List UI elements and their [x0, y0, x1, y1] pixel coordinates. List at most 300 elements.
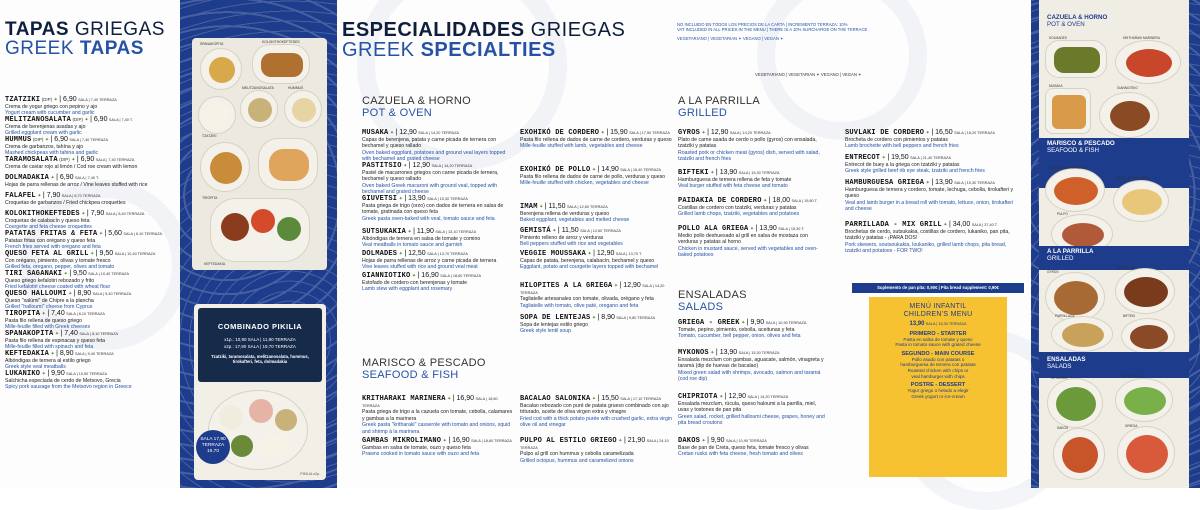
vegetarian-icon: ✦ [749, 226, 755, 232]
item-desc-es: Patatas fritas con orégano y queso feta [5, 237, 96, 244]
menu-item [362, 163, 514, 196]
item-name: PARRILLADA - MIX GRILL [845, 221, 942, 229]
item-desc-es: Ensalada mezclum con gambas, aguacate, salmón, vinagreta y taramá (dip de huevas de bacalao) [678, 356, 824, 370]
right-label-cazuela [1047, 14, 1107, 28]
vegetarian-icon: ✦ [90, 251, 95, 257]
item-desc-en: French fries served with oregano and feta [5, 244, 101, 251]
item-name: LUKANIKO [5, 370, 41, 378]
menu-item [520, 251, 672, 271]
item-desc-en: Tagliatelle with tomato, olive paté, oregano and feta [520, 302, 639, 309]
item-name: DOLMADAKIA [5, 174, 50, 182]
menu-item [5, 251, 177, 271]
item-price-note: SALA | 19,80 T. [791, 199, 818, 203]
item-name: BACALAO SALONIKA [520, 395, 591, 403]
parrilla-title-en: GRILLED [678, 107, 728, 119]
vegetarian-icon: ✦ [701, 438, 706, 444]
item-price-note: SALA | 17,50 TERRAZA [629, 131, 670, 135]
menu-item [5, 231, 177, 251]
cazuela-heading [362, 96, 471, 119]
vegetarian-icon: ✦ [41, 371, 46, 377]
item-desc-en: Veal burger stuffed with feta cheese and tomato [678, 183, 788, 190]
tax-note-2: VAT INCLUDED IN ALL PRICES IN THE MENU | THERE IS A 10% SURCHARGE ON THE TERRACE [677, 27, 868, 32]
tapas-photo-panel [180, 0, 337, 488]
tapas-title-2: GRIEGAS [74, 19, 165, 40]
item-desc-es: Sopa de lentejas estilo griego [520, 321, 589, 328]
item-desc-es: Albóndigas de ternera en salsa de tomate y comino [362, 235, 481, 242]
item-price: | 18,00 [768, 197, 791, 204]
item-desc-en: Lamb stew with eggplant and rosemary [362, 286, 453, 293]
menu-item [5, 351, 177, 371]
item-price-note: SALA | 7,40 T. [74, 176, 99, 180]
item-name: GAMBAS MIKROLIMANO [362, 437, 442, 445]
item-price: | 12,90 [408, 162, 431, 169]
item-desc-es: Pasta griega de trigo (orzo) con dados de ternera en salsa de tomate, gratinada con queso feta [362, 202, 504, 216]
menu-item [5, 331, 177, 351]
item-price-note: SALA | 12,60 TERRAZA [566, 205, 608, 209]
item-name: DOLMADES [362, 250, 398, 258]
kids-main-heading: SEGUNDO - MAIN COURSE [901, 350, 975, 357]
right-label-marisco-en: SEAFOOD & FISH [1047, 147, 1099, 154]
right-photo-label: GIANNIOTIKO [1117, 86, 1138, 90]
vegetarian-icon: ✦ [447, 396, 452, 402]
item-price: | 19,50 [887, 154, 909, 161]
item-desc-es: Crema de berenjenas asadas y ajo [5, 123, 86, 130]
vegetarian-icon: ✦ [925, 130, 930, 136]
tapas-panel [0, 0, 180, 488]
item-price-note: SALA | 9,80 TERRAZA [616, 316, 656, 320]
item-desc-es: Pasta filo rellena de espinacas y queso feta [5, 337, 106, 344]
item-desc-en: Mashed chickpeas with tahina and garlic [5, 150, 99, 157]
menu-item [678, 198, 828, 218]
right-label-ensaladas-en: SALADS [1047, 363, 1072, 370]
item-price-note: SALA | 9,40 TERRAZA [92, 292, 132, 296]
vegetarian-icon: ✦ [71, 157, 76, 163]
item-name: KRITHARAKI MARINERA [362, 395, 446, 403]
item-desc-en: Veal meatballs in tomato sauce and garnish [362, 242, 463, 249]
spec-title-2: GRIEGAS [530, 19, 626, 41]
menu-item [520, 396, 672, 429]
pita-supplement: Suplemento de pan pita: 0,90€ | Pita bread supplement: 0,90€ [852, 283, 1024, 293]
item-desc-es: Base de pan de Creta, queso feta, tomate fresco y olivas [678, 444, 809, 451]
kids-main-es-2: hamburguesa de ternera con patatas [900, 362, 976, 368]
right-photo-panel [1031, 0, 1200, 488]
vegetarian-icon: ✦ [41, 311, 46, 317]
item-name: SUVLAKI DE CORDERO [845, 129, 925, 137]
item-desc-es: Hojas de parra rellenas de arroz / Vine leaves stuffed with rice [5, 181, 148, 188]
item-price: | 12,50 [404, 250, 426, 257]
item-price: | 12,90 [724, 393, 747, 400]
item-desc-en: Lamb brochette with bell peppers and french fries [845, 143, 959, 150]
menu-item [678, 130, 828, 163]
item-desc-es: Queso griego kefalotiri rebozado y frito [5, 277, 95, 284]
item-desc-es: Hamburguesa de ternera rellena de feta y tomate [678, 176, 792, 183]
vegetarian-icon: ✦ [44, 137, 50, 143]
right-photo-label: PULPO [1057, 212, 1068, 216]
kids-starter-es: Pasta en salsa de tomate y queso [903, 336, 973, 342]
photo-label: TZATZIKI [202, 134, 217, 138]
item-desc-en: Tomato, cucumber, bell pepper, onion, olives and feta [678, 333, 801, 340]
tapas-title-1: TAPAS [5, 19, 70, 40]
item-name: HILOPITES A LA GRIEGA [520, 282, 613, 290]
item-desc-en: Mille-feuille stuffed with chicken, vegetables and cheese [520, 180, 649, 187]
vegetarian-icon: ✦ [389, 130, 395, 136]
right-label-ensaladas [1047, 356, 1086, 370]
vegetarian-icon: ✦ [68, 291, 73, 297]
item-price: | 15,90 [606, 129, 628, 136]
menu-item [845, 180, 1015, 213]
menu-item [362, 196, 514, 222]
vegetarian-icon: ✦ [98, 231, 104, 237]
specialties-panel [337, 0, 1031, 488]
item-desc-en: Grilled octopus, hummus and caramelized onions [520, 457, 634, 464]
item-price: | 7,40 [47, 310, 65, 317]
item-price-note: SALA | 17,10 TERRAZA [620, 397, 662, 401]
item-desc-en: Grilled eggplant cream with garlic [5, 130, 82, 137]
item-name: SOPA DE LENTEJAS [520, 314, 591, 322]
menu-item [678, 350, 828, 383]
vegetarian-icon: ✦ [407, 229, 412, 235]
right-photo-label: GRIEGA [1125, 424, 1138, 428]
item-name: VEGGIE MOUSSAKA [520, 250, 587, 258]
item-name: EXOHIKÓ DE POLLO [520, 166, 591, 174]
spec-title-4: SPECIALTIES [420, 39, 556, 61]
item-desc-en: Veal and lamb burger in a bread roll with tomato, lettuce, onion, tirokafteri and cheese [845, 199, 1014, 213]
item-desc-es: Plato de carne asada de cerdo o pollo (gyros) con ensalada, tzatziki y patatas [678, 136, 817, 150]
item-name: TIROPITA [5, 310, 41, 318]
vegetarian-icon: ✦ [81, 211, 86, 217]
menu-item [5, 371, 177, 391]
item-desc-en: Fried kefalotiri cheese coated with wheat flour [5, 284, 111, 291]
menu-item [362, 273, 514, 293]
item-desc-es: Pastel de macarrones griegos con carne picada de ternera, bechamel y queso rallado [362, 169, 499, 183]
item-price: | 6,90 [76, 156, 95, 163]
item-desc-es: Salchicha especiada de cerdo de Metsovo, Grecia [5, 377, 121, 384]
item-price: | 9,50 [69, 270, 87, 277]
item-price: | 9,90 [707, 437, 725, 444]
item-price: | 9,90 [47, 370, 65, 377]
item-desc-en: Prawns cooked in tomato sauce with ouzo and feta [362, 451, 480, 458]
item-name: GYROS [678, 129, 701, 137]
photo-label: SPANAKOPITA [200, 42, 224, 46]
item-desc-en: Greek style grilled beef rib eye steak, tzatziki and french fries [845, 168, 985, 175]
item-price-note: SALA | 15,30 T. [778, 227, 805, 231]
item-name: KEFTEDAKIA [5, 350, 50, 358]
item-desc-es: Brochetas de cerdo, sutsukakia, costillas de cordero, lukaniko, pan pita, tzatziki y patatas - ¡PARA DOS! [845, 228, 1010, 242]
item-price-note: SALA | 8,70 TERRAZA [61, 194, 101, 198]
menu-item [520, 438, 672, 464]
right-photo-label: GAMBAS MIKROLIMANO [1049, 166, 1087, 170]
item-desc-en: Grilled "halloumi" cheese from Cyprus [5, 304, 93, 311]
item-desc-es: Pasta filo rellena de queso griego [5, 317, 82, 324]
kids-dessert-es: Yogur griego o helado a elegir [907, 388, 969, 394]
menu-item [520, 228, 672, 248]
item-desc-en: Roasted pork or chicken meat (gyros) dish, served with salad, tzatziki and french fries [678, 149, 820, 163]
right-photo-label: DAKOS [1057, 426, 1069, 430]
photo-label: MELITZANOSALATA [242, 86, 274, 90]
item-name: GIANNIOTIKO [362, 272, 411, 280]
parrilla-title-es: A LA PARRILLA [678, 95, 760, 107]
pikilia-card [194, 304, 326, 480]
right-photo-label: BIFTEKI [1123, 314, 1136, 318]
item-name: HAMBURGUESA GRIEGA [845, 179, 925, 187]
item-name: HUMMUS [5, 136, 32, 144]
vegetarian-icon: ✦ [50, 351, 55, 357]
item-price-note: SALA | 13,70 TERRAZA [427, 252, 468, 256]
item-desc-es: Capas de berenjena, patata y carne picada de ternera con bechamel y queso rallado [362, 136, 497, 150]
item-price: | 16,50 [931, 129, 953, 136]
menu-item [678, 394, 828, 427]
item-price-note: SALA | 12,60 TERRAZA [580, 229, 621, 233]
item-name: FALAFEL [5, 192, 36, 200]
kids-starter-heading: PRIMERO - STARTER [909, 330, 967, 337]
item-desc-es: Pulpo al grill con hummus y cebolla caramelizada [520, 451, 634, 458]
item-tag: (DIP) [41, 97, 53, 102]
item-name: MUSAKA [362, 129, 389, 137]
item-price: | 8,90 [56, 350, 74, 357]
kids-title-en: CHILDREN'S MENU [903, 311, 973, 318]
vegetarian-icon: ✦ [63, 271, 68, 277]
pikilia-badge-2: TERRAZA 19,70 [201, 443, 225, 454]
photo-label: KEFTEDAKIA [204, 262, 226, 266]
item-name: GRIEGA - GREEK [678, 319, 740, 327]
item-price: | 7,40 [60, 330, 78, 337]
item-name: ENTRECOT [845, 154, 881, 162]
vegetarian-icon: ✦ [398, 196, 403, 202]
item-price: | 16,90 [452, 395, 475, 402]
item-price-note: SALA | 15,30 TERRAZA [738, 171, 780, 175]
item-price: | 13,90 [715, 169, 738, 176]
parrilla-heading [678, 96, 760, 119]
vegetarian-icon: ✦ [600, 130, 605, 136]
marisco-title-en: SEAFOOD & FISH [362, 369, 459, 381]
vegetarian-icon: ✦ [552, 228, 557, 234]
pikilia-desc: Tzatziki, taramosalata, melitzanosalata, hummus, tirokafteri, feta, dolmadakia [211, 354, 309, 364]
item-name: PAIDAKIA DE CORDERO [678, 197, 762, 205]
item-desc-es: Estofado de cordero con berenjenas y tomate [362, 279, 467, 286]
item-price-note: SALA | 10,40 TERRAZA [88, 272, 129, 276]
item-price-note: SALA | 21,40 TERRAZA [910, 156, 951, 160]
kids-price-note: SALA | 15,30 TERRAZA [925, 322, 967, 326]
item-name: DAKOS [678, 437, 701, 445]
item-name: BIFTEKI [678, 169, 709, 177]
item-price: | 13,90 [715, 349, 738, 356]
menu-item [5, 137, 177, 157]
item-price-note: SALA | 10,90 TERRAZA [66, 372, 107, 376]
item-name: TIRI SAGANAKI [5, 270, 63, 278]
menu-item [362, 251, 514, 271]
item-price: | 16,90 [417, 272, 439, 279]
vegetarian-icon: ✦ [84, 117, 89, 123]
menu-item [5, 175, 177, 188]
menu-item [5, 117, 177, 137]
photo-label: HUMMUS [288, 86, 304, 90]
vegetarian-icon: ✦ [587, 251, 592, 257]
vegetarian-icon: ✦ [719, 394, 724, 400]
vegetarian-icon: ✦ [539, 204, 544, 210]
vegetarian-icon: ✦ [442, 438, 447, 444]
cazuela-title-en: POT & OVEN [362, 107, 433, 119]
right-photo-label: KRITHARAKI MARINERA [1123, 36, 1160, 40]
menu-item [5, 291, 177, 311]
kids-dessert-heading: POSTRE - DESSERT [910, 382, 966, 389]
kids-starter-en: Pasta in tomato sauce with grated cheese [895, 342, 981, 348]
right-photo-label: BACALAO SALONIKA [1117, 176, 1149, 180]
item-price: | 11,50 [544, 203, 566, 210]
right-photo-label: GYROS [1047, 270, 1059, 274]
item-price: | 12,90 [707, 129, 729, 136]
item-name: PULPO AL ESTILO GRIEGO [520, 437, 617, 445]
vegetarian-icon: ✦ [618, 438, 623, 444]
item-desc-es: Pimiento relleno de arroz y verduras [520, 234, 604, 241]
item-tag: (DIP) [32, 137, 44, 142]
item-desc-es: Bacalao rebozado con puré de patata grueso combinado con ajo triturado, aceite de oliva virgen extra y vinagre [520, 402, 669, 416]
item-name: QUESO FETA AL GRILL [5, 250, 89, 258]
item-name: GIUVETSI [362, 195, 398, 203]
right-photo-label: DOLMADES [1049, 36, 1067, 40]
item-desc-en: Greek pasta "kritharaki" casserole with tomato and onions, squid and shrimp à la marinera [362, 422, 511, 435]
right-label-cazuela-es: CAZUELA & HORNO [1047, 14, 1108, 21]
item-desc-en: Green salad, rocket, grilled halloumi cheese, grapes, honey and pita bread croutons [678, 413, 825, 427]
item-desc-en: Courgette and feta cheese croquettes [5, 224, 92, 231]
pikilia-title: COMBINADO PIKILIA [217, 322, 303, 331]
menu-item [678, 226, 828, 259]
right-photo-label: MUSAKA [1049, 84, 1063, 88]
tax-note [677, 22, 957, 41]
item-price: | 13,90 [404, 195, 426, 202]
item-price-note: SALA | 16,40 TERRAZA [620, 168, 662, 172]
menu-item [678, 320, 828, 340]
vegetarian-icon: ✦ [54, 331, 60, 337]
item-price: | 6,90 [56, 174, 74, 181]
item-desc-en: Greek style veal meatballs [5, 364, 66, 371]
item-desc-es: Hojas de parra rellenas de arroz y carne picada de ternera [362, 257, 497, 264]
item-desc-en: Bell peppers stuffed with rice and vegetables [520, 241, 623, 248]
vegetarian-icon: ✦ [53, 97, 58, 103]
item-desc-es: Pasta filo rellena de dados de carne de cordero, verduras y queso [520, 136, 672, 143]
tapas-title-3: GREEK [5, 38, 75, 59]
vegetarian-icon: ✦ [411, 273, 417, 279]
item-desc-es: Capas de patata, berenjena, calabacín, bechamel y queso [520, 257, 655, 264]
vegetarian-icon: ✦ [613, 283, 619, 289]
item-desc-es: Pasta griega de trigo a la cazuela con tomate, cebolla, calamares y gambas a la marinera [362, 409, 513, 422]
pikilia-caption: PIKILIA x2p. [300, 472, 320, 476]
item-desc-es: Croquetas de garbanzos / Fried chickpea croquettes [5, 199, 126, 206]
item-price: | 8,90 [73, 290, 92, 297]
item-price: | 6,90 [90, 116, 108, 123]
item-price-note: SALA | 8,10 TERRAZA [66, 312, 105, 316]
vegetarian-icon: ✦ [925, 180, 930, 186]
item-name: IMAM [520, 203, 538, 211]
item-price-note: SALA | 15,30 TERRAZA [954, 181, 995, 185]
right-label-parrilla [1047, 248, 1094, 262]
kids-menu [869, 297, 1007, 477]
item-price-note: SALA | 14,20 TERRAZA [729, 131, 771, 135]
menu-item [520, 283, 672, 309]
vegetarian-icon: ✦ [741, 320, 746, 326]
item-desc-es: Crema de garbanzos, tahína y ajo [5, 143, 84, 150]
item-desc-es: Medio pollo deshuesado al grill en salsa de mostaza con verduras y patatas al horno [678, 232, 809, 246]
item-price-note: SALA | 18,20 TERRAZA [954, 131, 995, 135]
item-price: | 34,00 [948, 221, 971, 228]
right-label-cazuela-en: POT & OVEN [1047, 21, 1085, 28]
item-desc-en: Yogurt cream with cucumber and garlic [5, 110, 95, 117]
item-name: SPANAKOPITA [5, 330, 54, 338]
item-desc-es: Entrecot de buey a la griega con tzatziki y patatas [845, 161, 960, 168]
item-desc-es: Costillas de cordero con tzatziki, verduras y patatas [678, 204, 797, 211]
item-desc-en: Spicy pork sausage from the Metsovo region in Greece [5, 384, 132, 391]
vegetarian-icon: ✦ [763, 198, 768, 204]
item-name: QUESO HALLOUMI [5, 290, 67, 298]
item-desc-es: Con orégano, pimiento, olivas y tomate fresco [5, 257, 111, 264]
item-price-note: SALA | 24,10 TERRAZA [520, 439, 669, 450]
item-price-note: SALA | 18,60 TERRAZA [471, 439, 512, 443]
item-price-note: SALA | 10,90 TERRAZA [765, 321, 807, 325]
item-desc-en: Mille-feuille filled with spinach and feta [5, 344, 94, 351]
kids-main-en-2: veal hamburger with chips [911, 373, 965, 379]
item-price-note: SALA | 15,30 TERRAZA [738, 351, 780, 355]
right-photo-label: MYKONOS [1051, 376, 1068, 380]
item-price-note: SALA | 7,40 TERRAZA [69, 138, 109, 142]
cazuela-title-es: CAZUELA & HORNO [362, 95, 472, 107]
item-price: | 13,90 [755, 225, 777, 232]
item-desc-en: Mille-feuille stuffed with lamb, vegetables and cheese [520, 143, 643, 150]
pikilia-badge [196, 430, 230, 464]
menu-item [678, 170, 828, 190]
tapas-title [5, 20, 165, 58]
item-desc-en: Baked eggplant, vegetables and melted cheese [520, 217, 630, 224]
item-price: | 9,50 [95, 250, 114, 257]
item-price-note: SALA | 8,40 TERRAZA [105, 212, 145, 216]
item-desc-es: Pasta filo rellena de dados de carne de pollo, verduras y queso [520, 173, 666, 180]
item-price-note: SALA | 10,90 TERRAZA [725, 439, 767, 443]
item-desc-es: Brocheta de cordero con pimientos y patatas [845, 136, 948, 143]
spec-title-3: GREEK [342, 39, 415, 61]
kids-title-es: MENÚ INFANTIL [909, 303, 967, 310]
item-name: TZATZIKI [5, 96, 41, 104]
item-price-note: SALA | 8,10 TERRAZA [79, 332, 119, 336]
menu-item [5, 211, 177, 231]
item-name: PASTITSIO [362, 162, 402, 170]
photo-label: KOLOKITHOKEFTEDES [262, 40, 300, 44]
item-desc-en: Mille-feuille filled with Greek cheeses [5, 324, 91, 331]
item-desc-en: Cretan rusks with feta cheese, fresh tomato and olives [678, 451, 803, 458]
marisco-title-es: MARISCO & PESCADO [362, 357, 486, 369]
kids-price: 13,90 [909, 321, 925, 327]
right-label-parrilla-en: GRILLED [1047, 255, 1074, 262]
menu-item [678, 438, 828, 458]
item-price: | 6,90 [50, 136, 68, 143]
item-price-note: SALA | 37,40 T. [971, 223, 998, 227]
marisco-heading [362, 358, 486, 381]
item-price: | 5,60 [104, 230, 122, 237]
item-name: MYKONOS [678, 349, 709, 357]
item-price-note: SALA | 18,60 TERRAZA [362, 397, 498, 408]
item-price: | 13,90 [931, 179, 953, 186]
item-price: | 12,90 [593, 250, 615, 257]
menu-item [362, 229, 514, 249]
vegetarian-icon: ✦ [403, 163, 408, 169]
vegetarian-icon: ✦ [943, 222, 948, 228]
vegetarian-icon: ✦ [881, 155, 886, 161]
item-price-note: SALA | 13,70 T. [615, 252, 642, 256]
item-price-note: SALA | 7,40 T. [108, 118, 133, 122]
item-name: POLLO ALA GRIEGA [678, 225, 749, 233]
item-name: EXOHIKÓ DE CORDERO [520, 129, 600, 137]
item-desc-en: Greek style lentil soup [520, 328, 572, 335]
item-desc-en: Eggplant, potato and courgette layers topped with bechamel [520, 264, 659, 271]
menu-item [520, 204, 672, 224]
right-label-marisco [1047, 140, 1115, 154]
